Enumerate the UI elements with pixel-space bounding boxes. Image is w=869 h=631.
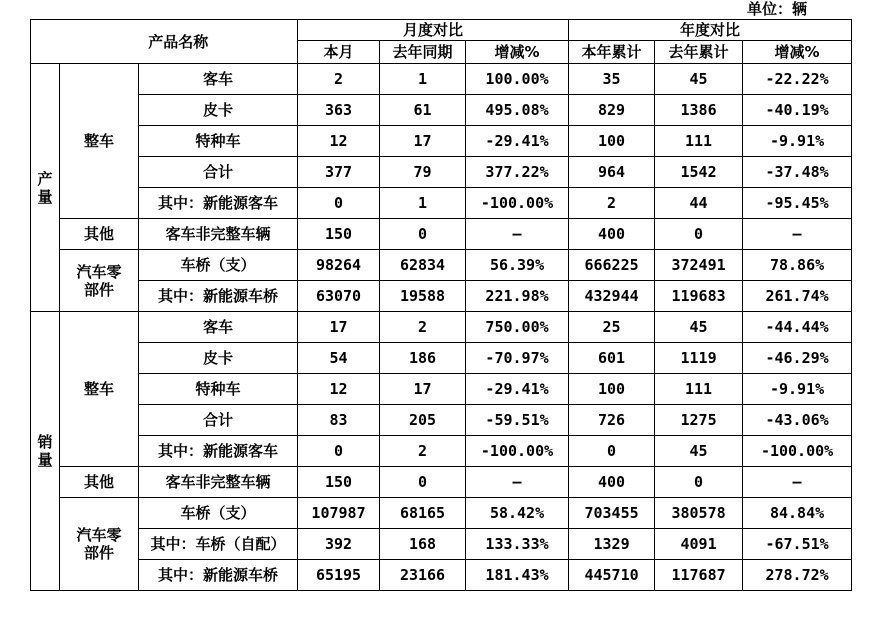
table-cell: 25 [569,312,655,343]
table-cell: 100 [569,374,655,405]
table-row [31,95,852,126]
table-cell: 111 [655,374,743,405]
item-label: 客车 [139,64,298,95]
table-row [31,374,852,405]
table-cell: 2 [380,312,466,343]
table-cell: -9.91% [743,126,852,157]
table-cell: 666225 [569,250,655,281]
unit-label: 单位：辆 [746,0,807,18]
table-cell: 54 [298,343,380,374]
table-cell: 432944 [569,281,655,312]
header-monthly: 月度对比 [298,20,569,41]
table-cell: 23166 [380,560,466,591]
table-cell: -40.19% [743,95,852,126]
table-cell: -46.29% [743,343,852,374]
table-cell: 119683 [655,281,743,312]
table-cell: -29.41% [466,374,569,405]
table-cell: 278.72% [743,560,852,591]
table-cell: -95.45% [743,188,852,219]
section-label: 产量 [31,64,60,312]
table-cell: 221.98% [466,281,569,312]
item-label: 其中：新能源客车 [139,188,298,219]
table-cell: 84.84% [743,498,852,529]
table-cell: 58.42% [466,498,569,529]
table-cell: — [466,467,569,498]
table-cell: 0 [380,219,466,250]
table-cell: 62834 [380,250,466,281]
table-cell: 0 [655,467,743,498]
table-cell: 380578 [655,498,743,529]
table-cell: 17 [298,312,380,343]
table-cell: 12 [298,126,380,157]
item-label: 特种车 [139,374,298,405]
table-cell: -44.44% [743,312,852,343]
table-cell: 377 [298,157,380,188]
table-row [31,498,852,529]
table-cell: 0 [655,219,743,250]
item-label: 特种车 [139,126,298,157]
table-cell: 0 [569,436,655,467]
table-cell: -29.41% [466,126,569,157]
group-label: 汽车零部件 [60,498,139,591]
item-label: 合计 [139,405,298,436]
table-row [31,126,852,157]
group-label: 其他 [60,467,139,498]
table-cell: 45 [655,64,743,95]
table-row [31,219,852,250]
item-label: 车桥（支） [139,498,298,529]
table-row [31,281,852,312]
table-cell: 372491 [655,250,743,281]
table-row [31,188,852,219]
table-cell: -59.51% [466,405,569,436]
table-cell: 45 [655,312,743,343]
header-change-pct-yearly: 增减% [743,41,852,64]
table-cell: -100.00% [743,436,852,467]
header-last-year-same-period: 去年同期 [380,41,466,64]
table-cell: 1329 [569,529,655,560]
table-cell: 601 [569,343,655,374]
table-cell: 2 [380,436,466,467]
header-blank [31,20,60,64]
table-cell: 400 [569,467,655,498]
group-label: 整车 [60,64,139,219]
table-cell: 111 [655,126,743,157]
table-cell: — [466,219,569,250]
table-cell: 186 [380,343,466,374]
table-cell: -70.97% [466,343,569,374]
table-cell: 107987 [298,498,380,529]
table-row [31,529,852,560]
table-cell: 261.74% [743,281,852,312]
table-cell: 2 [298,64,380,95]
table-cell: 45 [655,436,743,467]
header-this-month: 本月 [298,41,380,64]
table-cell: 0 [380,467,466,498]
table-cell: 19588 [380,281,466,312]
header-last-year-cum: 去年累计 [655,41,743,64]
table-cell: 1275 [655,405,743,436]
table-cell: 17 [380,126,466,157]
table-cell: 168 [380,529,466,560]
table-cell: -100.00% [466,188,569,219]
table-cell: 181.43% [466,560,569,591]
item-label: 皮卡 [139,95,298,126]
table-row [31,467,852,498]
table-cell: 2 [569,188,655,219]
header-row-1 [31,20,852,41]
group-label: 其他 [60,219,139,250]
table-cell: 150 [298,219,380,250]
table-cell: 35 [569,64,655,95]
table-cell: 150 [298,467,380,498]
table-cell: 495.08% [466,95,569,126]
item-label: 其中：新能源客车 [139,436,298,467]
table-cell: -100.00% [466,436,569,467]
item-label: 客车非完整车辆 [139,467,298,498]
item-label: 其中：新能源车桥 [139,560,298,591]
table-cell: -43.06% [743,405,852,436]
table-cell: 117687 [655,560,743,591]
table-cell: -37.48% [743,157,852,188]
header-product-name: 产品名称 [60,20,298,64]
table-cell: 1119 [655,343,743,374]
table-row [31,312,852,343]
table-cell: 12 [298,374,380,405]
table-cell: 964 [569,157,655,188]
item-label: 其中：车桥（自配） [139,529,298,560]
table-cell: 1 [380,64,466,95]
production-sales-table [30,19,852,591]
table-cell: 445710 [569,560,655,591]
table-row [31,436,852,467]
table-cell: 392 [298,529,380,560]
table-cell: 44 [655,188,743,219]
table-cell: — [743,219,852,250]
table-row [31,343,852,374]
group-label: 汽车零部件 [60,250,139,312]
table-cell: 750.00% [466,312,569,343]
table-cell: 79 [380,157,466,188]
table-cell: -22.22% [743,64,852,95]
table-cell: -9.91% [743,374,852,405]
table-cell: -67.51% [743,529,852,560]
item-label: 客车非完整车辆 [139,219,298,250]
item-label: 合计 [139,157,298,188]
table-cell: 1386 [655,95,743,126]
table-cell: 703455 [569,498,655,529]
header-yearly: 年度对比 [569,20,852,41]
item-label: 其中：新能源车桥 [139,281,298,312]
table-cell: 63070 [298,281,380,312]
table-cell: 1 [380,188,466,219]
header-change-pct-monthly: 增减% [466,41,569,64]
table-row [31,157,852,188]
table-cell: 0 [298,436,380,467]
table-row [31,405,852,436]
item-label: 车桥（支） [139,250,298,281]
header-this-year-cum: 本年累计 [569,41,655,64]
table-cell: 363 [298,95,380,126]
table-cell: 205 [380,405,466,436]
table-cell: 1542 [655,157,743,188]
table-cell: 829 [569,95,655,126]
table-cell: 68165 [380,498,466,529]
table-cell: 377.22% [466,157,569,188]
item-label: 皮卡 [139,343,298,374]
table-cell: 726 [569,405,655,436]
table-cell: 4091 [655,529,743,560]
table-cell: 61 [380,95,466,126]
section-label: 销量 [31,312,60,591]
table-cell: 65195 [298,560,380,591]
table-cell: 400 [569,219,655,250]
group-label: 整车 [60,312,139,467]
table-cell: 133.33% [466,529,569,560]
table-cell: 56.39% [466,250,569,281]
table-cell: 100.00% [466,64,569,95]
table-cell: 100 [569,126,655,157]
table-row [31,560,852,591]
item-label: 客车 [139,312,298,343]
table-cell: 17 [380,374,466,405]
table-cell: 98264 [298,250,380,281]
table-cell: 0 [298,188,380,219]
table-row [31,64,852,95]
table-cell: — [743,467,852,498]
table-cell: 78.86% [743,250,852,281]
table-cell: 83 [298,405,380,436]
table-row [31,250,852,281]
